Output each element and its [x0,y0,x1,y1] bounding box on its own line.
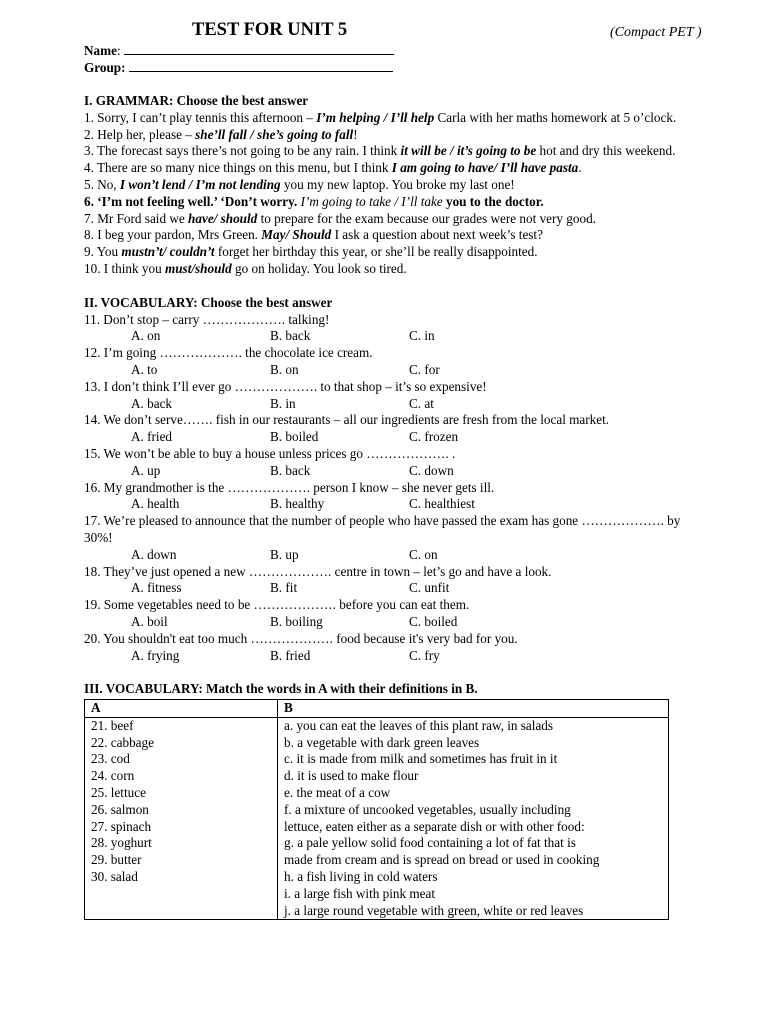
definition-item: a. you can eat the leaves of this plant raw, in salads [284,717,554,733]
question-text: 15. We won’t be able to buy a house unless prices go ………………. . [84,445,456,461]
option-b[interactable]: B. fit [270,580,298,596]
grammar-q4: 4. There are so many nice things on this menu, but I think I am going to have/ I’ll have pasta. [84,160,582,176]
vocab-q19 [84,597,704,631]
definition-item: f. a mixture of uncooked vegetables, usually including [284,801,571,817]
vocab-q18 [84,564,704,598]
definition-item: e. the meat of a cow [284,785,391,801]
word-item: 22. cabbage [91,734,154,750]
group-field [84,59,704,76]
vocab-q13 [84,379,704,413]
definition-item: i. a large fish with pink meat [284,885,436,901]
answer-options [84,580,704,597]
option-a[interactable]: A. on [131,328,161,344]
option-a[interactable]: A. fried [131,429,173,445]
test-page [84,22,704,920]
option-a[interactable]: A. to [131,361,158,377]
option-b[interactable]: B. back [270,462,311,478]
question-text: 12. I’m going ………………. the chocolate ice cream. [84,345,373,361]
vocab-q17 [84,513,704,563]
definition-item: lettuce, eaten either as a separate dish or with other food: [284,818,585,834]
option-c[interactable]: C. on [409,546,438,562]
answer-options [84,396,704,413]
answer-options [84,362,704,379]
word-item: 25. lettuce [91,785,146,801]
option-b[interactable]: B. boiled [270,429,319,445]
grammar-q7: 7. Mr Ford said we have/ should to prepare for the exam because our grades were not very good. [84,210,596,226]
grammar-q9: 9. You mustn’t/ couldn’t forget her birthday this year, or she’ll be really disappointed. [84,244,538,260]
definition-item: d. it is used to make flour [284,768,419,784]
answer-options [84,429,704,446]
group-label: Group: [84,60,126,75]
grammar-q8: 8. I beg your pardon, Mrs Green. May/ Should I ask a question about next week’s test? [84,227,543,243]
option-c[interactable]: C. boiled [409,613,458,629]
word-item: 29. butter [91,852,142,868]
definition-item: c. it is made from milk and sometimes has fruit in it [284,751,558,767]
option-a[interactable]: A. frying [131,647,180,663]
name-label: Name [84,43,117,58]
answer-options [84,614,704,631]
option-c[interactable]: C. down [409,462,454,478]
definition-item: b. a vegetable with dark green leaves [284,734,480,750]
answer-options [84,463,704,480]
word-item: 26. salmon [91,801,149,817]
option-c[interactable]: C. unfit [409,580,450,596]
option-b[interactable]: B. healthy [270,496,325,512]
grammar-heading: I. GRAMMAR: Choose the best answer [84,93,309,108]
option-c[interactable]: C. at [409,395,434,411]
option-a[interactable]: A. fitness [131,580,182,596]
name-colon: : [116,43,121,58]
option-b[interactable]: B. up [270,546,299,562]
option-a[interactable]: A. down [131,546,177,562]
question-text: 20. You shouldn't eat too much ………………. food because it's very bad for you. [84,630,518,646]
option-b[interactable]: B. on [270,361,299,377]
answer-options [84,547,704,564]
option-c[interactable]: C. healthiest [409,496,475,512]
option-b[interactable]: B. boiling [270,613,323,629]
column-b-header: B [278,700,669,718]
page-subtitle: (Compact PET ) [610,25,702,40]
option-b[interactable]: B. fried [270,647,311,663]
match-section [84,681,704,920]
vocab-section [84,295,704,665]
grammar-section [84,93,704,278]
word-item: 24. corn [91,768,135,784]
answer-options [84,496,704,513]
definition-list [278,717,669,920]
name-field [84,42,704,59]
definition-item: made from cream and is spread on bread or used in cooking [284,852,600,868]
word-item: 27. spinach [91,818,152,834]
question-text: 17. We’re pleased to announce that the number of people who have passed the exam has gone ………………. by 30%! [84,513,681,545]
grammar-q5: 5. No, I won’t lend / I’m not lending you my new laptop. You broke my last one! [84,176,515,192]
vocab-q20 [84,631,704,665]
header [84,22,704,42]
question-text: 14. We don’t serve……. fish in our restaurants – all our ingredients are fresh from the local market. [84,412,610,428]
definition-item: h. a fish living in cold waters [284,869,438,885]
option-c[interactable]: C. in [409,328,435,344]
definition-item: j. a large round vegetable with green, white or red leaves [284,902,584,918]
option-b[interactable]: B. back [270,328,311,344]
name-blank[interactable] [124,42,394,55]
option-a[interactable]: A. up [131,462,161,478]
option-a[interactable]: A. back [131,395,173,411]
vocab-q16 [84,480,704,514]
word-item: 30. salad [91,869,138,885]
grammar-q2: 2. Help her, please – she’ll fall / she’s going to fall! [84,126,358,142]
vocab-q11 [84,312,704,346]
question-text: 19. Some vegetables need to be ………………. before you can eat them. [84,597,470,613]
option-c[interactable]: C. fry [409,647,440,663]
vocab-q12 [84,345,704,379]
answer-options [84,328,704,345]
question-text: 13. I don’t think I’ll ever go ………………. to that shop – it’s so expensive! [84,378,487,394]
option-c[interactable]: C. for [409,361,440,377]
match-table [84,699,669,920]
question-text: 18. They’ve just opened a new ………………. centre in town – let’s go and have a look. [84,563,552,579]
grammar-q1: 1. Sorry, I can’t play tennis this afternoon – I’m helping / I’ll help Carla with her maths homework at 5 o’clock. [84,109,677,125]
match-heading: III. VOCABULARY: Match the words in A with their definitions in B. [84,681,478,697]
option-a[interactable]: A. health [131,496,180,512]
vocab-q14 [84,412,704,446]
word-item: 23. cod [91,751,130,767]
option-c[interactable]: C. frozen [409,429,459,445]
grammar-q6: 6. ‘I’m not feeling well.’ ‘Don’t worry. I’m going to take / I’ll take you to the doctor. [84,193,544,209]
definition-item: g. a pale yellow solid food containing a lot of fat that is [284,835,576,851]
column-a-header: A [85,700,278,718]
option-b[interactable]: B. in [270,395,296,411]
word-item: 28. yoghurt [91,835,152,851]
vocab-q15 [84,446,704,480]
grammar-q10: 10. I think you must/should go on holiday. You look so tired. [84,260,407,276]
grammar-q3: 3. The forecast says there’s not going to be any rain. I think it will be / it’s going to be hot and dry this weekend. [84,143,676,159]
word-item: 21. beef [91,717,134,733]
group-blank[interactable] [129,59,393,72]
vocab-heading: II. VOCABULARY: Choose the best answer [84,294,333,310]
option-a[interactable]: A. boil [131,613,168,629]
answer-options [84,648,704,665]
word-list [85,717,278,920]
page-title: TEST FOR UNIT 5 [192,20,348,40]
question-text: 16. My grandmother is the ………………. person I know – she never gets ill. [84,479,495,495]
question-text: 11. Don’t stop – carry ………………. talking! [84,311,330,327]
